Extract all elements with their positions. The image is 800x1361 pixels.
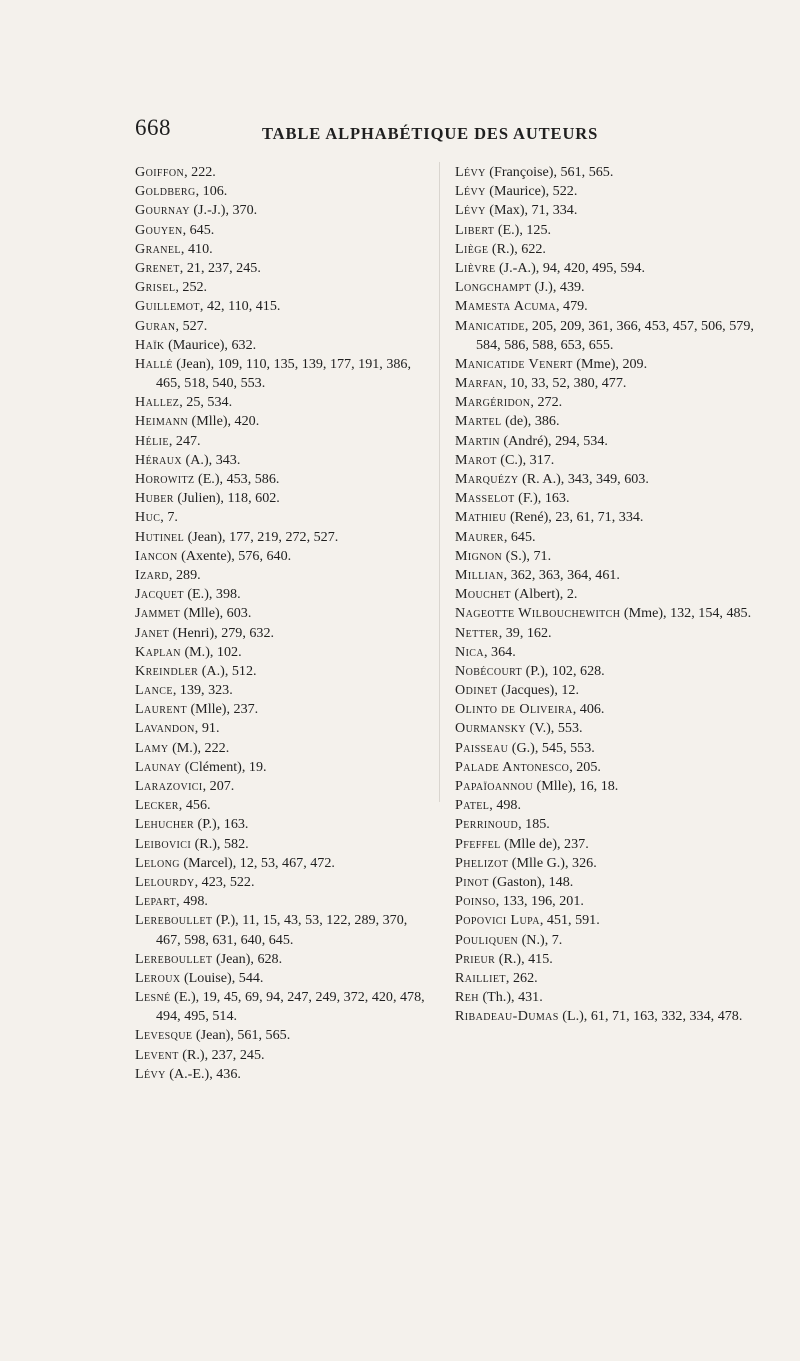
index-entry <box>455 393 755 412</box>
author-name: Izard <box>135 566 169 583</box>
author-name: Leibovici <box>135 835 192 852</box>
page-references: (J.), 439. <box>530 279 585 296</box>
page-references: , 406. <box>572 701 605 718</box>
author-name: Guillemot <box>135 298 200 315</box>
index-entry <box>455 528 755 547</box>
index-entry <box>455 719 755 738</box>
page-references: (Mlle de), 237. <box>500 835 589 852</box>
index-entry <box>135 873 429 892</box>
author-name: Masselot <box>455 490 515 507</box>
author-name: Pouliquen <box>455 931 519 948</box>
page-references: (R. A.), 343, 349, 603. <box>518 471 649 487</box>
page-references: (Louise), 544. <box>180 969 264 986</box>
page-references: (Jean), 177, 219, 272, 527. <box>184 528 339 545</box>
author-name: Manicatide Venert <box>455 355 573 372</box>
page-references: , 423, 522. <box>194 873 255 890</box>
page-references: , 106. <box>195 183 228 200</box>
index-entry <box>455 662 755 681</box>
author-name: Laurent <box>135 701 187 718</box>
index-entry <box>455 355 755 374</box>
page-references: (Jean), 109, 110, 135, 139, 177, 191, 386, 465, 518, 540, 553. <box>156 355 411 392</box>
right-column <box>455 163 755 1026</box>
author-name: Longchampt <box>455 279 531 296</box>
index-entry <box>135 719 429 738</box>
page-references: , 252. <box>175 279 208 296</box>
author-name: Hallez <box>135 394 180 411</box>
index-entry <box>135 777 429 796</box>
index-entry <box>135 259 429 278</box>
page-references: , 479. <box>555 298 588 315</box>
author-name: Lelong <box>135 854 180 871</box>
page-references: (L.), 61, 71, 163, 332, 334, 478. <box>558 1008 743 1025</box>
author-name: Jacquet <box>135 586 184 603</box>
author-name: Pinot <box>455 873 489 890</box>
page-references: (de), 386. <box>501 413 560 430</box>
page-references: (E.), 453, 586. <box>194 471 280 487</box>
index-entry <box>135 432 429 451</box>
page-references: (Maurice), 632. <box>164 336 257 353</box>
author-name: Levesque <box>135 1027 193 1044</box>
author-name: Granel <box>135 240 181 257</box>
page-references: (P.), 163. <box>194 816 249 833</box>
index-entry <box>135 451 429 470</box>
page-references: , 498. <box>176 893 208 910</box>
page-references: (P.), 11, 15, 43, 53, 122, 289, 370, 467, 598, 631, 640, 645. <box>156 912 408 948</box>
page-references: , 272. <box>530 394 563 411</box>
index-entry <box>455 969 755 988</box>
index-entry <box>455 931 755 950</box>
index-entry <box>455 163 755 182</box>
index-entry <box>455 201 755 220</box>
page-references: (M.), 102. <box>180 643 242 660</box>
page-references: (Clément), 19. <box>181 758 267 775</box>
index-entry <box>455 489 755 508</box>
author-name: Marquézy <box>455 471 519 487</box>
author-name: Odinet <box>455 682 498 699</box>
index-entry <box>455 317 755 355</box>
index-entry <box>455 892 755 911</box>
page-references: , 42, 110, 415. <box>199 298 281 315</box>
page-references: , 21, 237, 245. <box>179 259 261 276</box>
index-entry <box>455 470 755 489</box>
index-entry <box>135 892 429 911</box>
author-name: Lévy <box>455 183 486 200</box>
author-name: Gouyen <box>135 221 183 238</box>
index-entry <box>455 585 755 604</box>
author-name: Mamesta Acuma <box>455 298 556 315</box>
running-head: TABLE ALPHABÉTIQUE DES AUTEURS <box>262 124 599 143</box>
author-name: Margéridon <box>455 394 531 411</box>
author-name: Hutinel <box>135 528 185 545</box>
author-name: Iancon <box>135 547 178 564</box>
author-name: Larazovici <box>135 778 203 794</box>
author-name: Ribadeau-Dumas <box>455 1008 559 1025</box>
author-name: Martin <box>455 432 500 449</box>
author-name: Prieur <box>455 950 496 967</box>
author-name: Paisseau <box>455 739 509 756</box>
page-references: (André), 294, 534. <box>499 432 608 449</box>
index-entry <box>135 739 429 758</box>
index-entry <box>455 643 755 662</box>
index-entry <box>135 950 429 969</box>
page-references: (S.), 71. <box>502 547 552 564</box>
page-references: (M.), 222. <box>168 739 230 756</box>
author-name: Huc <box>135 509 161 526</box>
author-name: Haïk <box>135 336 165 353</box>
index-entry <box>455 259 755 278</box>
page-references: (Mlle), 237. <box>186 701 259 718</box>
index-entry <box>455 873 755 892</box>
page-references: , 139, 323. <box>172 682 233 699</box>
author-name: Lehucher <box>135 816 195 833</box>
page-references: , 289. <box>168 566 201 583</box>
page-references: (V.), 553. <box>526 720 583 737</box>
index-entry <box>455 221 755 240</box>
author-name: Lévy <box>455 202 486 219</box>
index-entry <box>135 278 429 297</box>
author-name: Lévy <box>135 1065 166 1082</box>
author-name: Jammet <box>135 605 181 622</box>
index-entry <box>455 777 755 796</box>
page-references: (Maurice), 522. <box>485 183 578 200</box>
author-name: Millian <box>455 566 504 583</box>
author-name: Goldberg <box>135 183 196 200</box>
page-references: , 498. <box>489 797 521 814</box>
page-references: , 247. <box>168 432 201 449</box>
page-references: (Mlle), 420. <box>187 413 260 430</box>
page-references: (R.), 237, 245. <box>178 1046 265 1063</box>
author-name: Lereboullet <box>135 950 213 967</box>
author-name: Janet <box>135 624 170 641</box>
page-references: (R.), 582. <box>191 835 249 852</box>
index-entry <box>135 528 429 547</box>
page-references: (Henri), 279, 632. <box>169 624 275 641</box>
author-name: Lance <box>135 682 173 699</box>
author-name: Lereboullet <box>135 912 213 929</box>
page-references: (R.), 415. <box>495 950 553 967</box>
author-name: Railliet <box>455 969 506 986</box>
page-references: , 39, 162. <box>498 624 552 641</box>
author-name: Lavandon <box>135 720 195 737</box>
page-references: (A.), 512. <box>198 662 257 679</box>
author-name: Heimann <box>135 413 188 430</box>
index-entry <box>455 278 755 297</box>
page-references: , 205. <box>569 758 601 775</box>
page-references: , 410. <box>180 240 213 257</box>
author-name: Kaplan <box>135 643 181 660</box>
author-name: Goiffon <box>135 164 185 180</box>
author-name: Gournay <box>135 202 190 219</box>
page-references: (Mme), 209. <box>572 355 648 372</box>
page-references: (Max), 71, 334. <box>485 202 578 219</box>
page-references: (E.), 398. <box>183 586 241 603</box>
page-number: 668 <box>135 115 171 140</box>
page-references: , 7. <box>160 509 178 526</box>
index-entry <box>135 412 429 431</box>
index-entry <box>455 681 755 700</box>
index-entry <box>455 412 755 431</box>
page-references: (A.-E.), 436. <box>165 1065 241 1082</box>
page-references: (E.), 125. <box>494 221 552 238</box>
index-entry <box>455 988 755 1007</box>
author-name: Levent <box>135 1046 179 1063</box>
page-references: (N.), 7. <box>518 931 563 948</box>
author-name: Guran <box>135 317 176 334</box>
page-references: (A.), 343. <box>182 451 241 468</box>
index-entry <box>135 1026 429 1045</box>
index-entry <box>135 566 429 585</box>
page-references: (Albert), 2. <box>510 586 578 603</box>
author-name: Nageotte Wilbouchewitch <box>455 605 621 622</box>
author-name: Lévy <box>455 164 486 180</box>
page-references: (René), 23, 61, 71, 334. <box>506 509 644 526</box>
page-references: (Jacques), 12. <box>497 682 579 699</box>
index-entry <box>135 758 429 777</box>
index-entry <box>135 681 429 700</box>
author-name: Martel <box>455 413 502 430</box>
index-entry <box>455 739 755 758</box>
author-name: Launay <box>135 758 182 775</box>
index-entry <box>455 854 755 873</box>
author-name: Leroux <box>135 969 181 986</box>
index-entry <box>135 854 429 873</box>
page-references: , 91. <box>194 720 220 737</box>
index-entry <box>135 796 429 815</box>
author-name: Lamy <box>135 739 169 756</box>
index-entry <box>135 988 429 1026</box>
author-name: Hallé <box>135 355 173 372</box>
column-divider <box>439 162 440 802</box>
author-name: Palade Antonesco <box>455 758 570 775</box>
index-entry <box>135 336 429 355</box>
author-name: Horowitz <box>135 471 195 487</box>
page-references: , 222. <box>184 164 216 180</box>
index-entry <box>135 221 429 240</box>
author-name: Maurer <box>455 528 504 545</box>
index-entry <box>455 624 755 643</box>
index-entry <box>135 604 429 623</box>
index-entry <box>135 1046 429 1065</box>
index-entry <box>135 240 429 259</box>
author-name: Mignon <box>455 547 503 564</box>
page-references: (Jean), 561, 565. <box>192 1027 291 1044</box>
index-entry <box>135 470 429 489</box>
page-references: (Mlle), 16, 18. <box>533 778 619 794</box>
index-entry <box>455 815 755 834</box>
author-name: Marot <box>455 451 497 468</box>
page-references: , 527. <box>175 317 208 334</box>
author-name: Héraux <box>135 451 183 468</box>
page-references: , 262. <box>505 969 538 986</box>
author-name: Grenet <box>135 259 180 276</box>
author-name: Reh <box>455 989 479 1006</box>
index-entry <box>135 297 429 316</box>
index-entry <box>135 643 429 662</box>
page-references: , 205, 209, 361, 366, 453, 457, 506, 579, 584, 586, 588, 653, 655. <box>476 317 754 353</box>
page-references: (P.), 102, 628. <box>522 662 605 679</box>
index-entry <box>455 835 755 854</box>
index-entry <box>135 508 429 527</box>
page-references: , 10, 33, 52, 380, 477. <box>503 375 627 392</box>
author-name: Liège <box>455 240 489 257</box>
index-entry <box>455 566 755 585</box>
page-references: , 645. <box>182 221 215 238</box>
author-name: Grisel <box>135 279 176 296</box>
index-entry <box>135 355 429 393</box>
page-references: , 185. <box>518 816 550 833</box>
index-entry <box>455 508 755 527</box>
index-entry <box>455 604 755 623</box>
author-name: Pfeffel <box>455 835 501 852</box>
page-references: , 207. <box>202 778 235 794</box>
page-references: , 364. <box>484 643 516 660</box>
author-name: Popovici Lupa <box>455 912 540 929</box>
index-entry <box>135 489 429 508</box>
author-name: Lepart <box>135 893 177 910</box>
page-references: , 456. <box>178 797 211 814</box>
author-name: Ourmansky <box>455 720 527 737</box>
page-references: (J.-J.), 370. <box>189 202 258 219</box>
left-column <box>135 163 429 1084</box>
index-entry <box>135 585 429 604</box>
page-references: , 25, 534. <box>179 394 233 411</box>
page-references: (Mlle G.), 326. <box>508 854 597 871</box>
page-references: (J.-A.), 94, 420, 495, 594. <box>495 259 645 276</box>
author-name: Lesné <box>135 989 171 1006</box>
page-references: (C.), 317. <box>496 451 555 468</box>
author-name: Mouchet <box>455 586 511 603</box>
page-references: (Th.), 431. <box>478 989 543 1006</box>
index-entry <box>135 911 429 949</box>
author-name: Netter <box>455 624 499 641</box>
page-references: , 362, 363, 364, 461. <box>503 566 620 583</box>
author-name: Hélie <box>135 432 169 449</box>
index-entry <box>135 969 429 988</box>
index-entry <box>135 815 429 834</box>
author-name: Manicatide <box>455 317 525 334</box>
index-entry <box>455 374 755 393</box>
author-name: Marfan <box>455 375 504 392</box>
page-references: (Gaston), 148. <box>488 873 574 890</box>
author-name: Huber <box>135 490 174 507</box>
index-entry <box>455 182 755 201</box>
index-entry <box>455 700 755 719</box>
page-references: (F.), 163. <box>514 490 570 507</box>
page-references: (G.), 545, 553. <box>508 739 595 756</box>
page-references: (Mme), 132, 154, 485. <box>620 605 752 622</box>
page-references: (Marcel), 12, 53, 467, 472. <box>179 854 335 871</box>
index-entry <box>135 624 429 643</box>
index-entry <box>455 240 755 259</box>
author-name: Nobécourt <box>455 662 523 679</box>
page-references: (Françoise), 561, 565. <box>485 164 614 180</box>
index-entry <box>455 432 755 451</box>
index-entry <box>135 182 429 201</box>
page-references: (Mlle), 603. <box>180 605 252 622</box>
index-entry <box>135 700 429 719</box>
index-entry <box>455 758 755 777</box>
index-entry <box>135 317 429 336</box>
index-entry <box>135 393 429 412</box>
author-name: Olinto de Oliveira <box>455 701 573 718</box>
author-name: Patel <box>455 797 490 814</box>
author-name: Lièvre <box>455 259 496 276</box>
index-entry <box>455 796 755 815</box>
page-references: (R.), 622. <box>488 240 546 257</box>
index-entry <box>135 1065 429 1084</box>
page-references: , 645. <box>503 528 536 545</box>
author-name: Perrinoud <box>455 816 519 833</box>
author-name: Papaïoannou <box>455 778 533 794</box>
index-entry <box>135 163 429 182</box>
index-entry <box>455 451 755 470</box>
page-references: , 133, 196, 201. <box>495 893 584 910</box>
index-entry <box>455 297 755 316</box>
author-name: Mathieu <box>455 509 507 526</box>
page-references: , 451, 591. <box>539 912 600 929</box>
index-entry <box>135 547 429 566</box>
author-name: Lelourdy <box>135 873 195 890</box>
page-references: (Axente), 576, 640. <box>177 547 292 564</box>
author-name: Libert <box>455 221 495 238</box>
index-entry <box>135 201 429 220</box>
author-name: Lecker <box>135 797 179 814</box>
index-entry <box>135 835 429 854</box>
page-references: (E.), 19, 45, 69, 94, 247, 249, 372, 420, 478, 494, 495, 514. <box>156 989 425 1025</box>
index-entry <box>455 547 755 566</box>
index-entry <box>455 1007 755 1026</box>
index-entry <box>135 662 429 681</box>
author-name: Phelizot <box>455 854 509 871</box>
page-references: (Jean), 628. <box>212 950 283 967</box>
author-name: Nica <box>455 643 484 660</box>
index-entry <box>455 911 755 930</box>
page-references: (Julien), 118, 602. <box>173 490 280 507</box>
author-name: Kreindler <box>135 662 199 679</box>
author-name: Poinso <box>455 893 496 910</box>
index-entry <box>455 950 755 969</box>
